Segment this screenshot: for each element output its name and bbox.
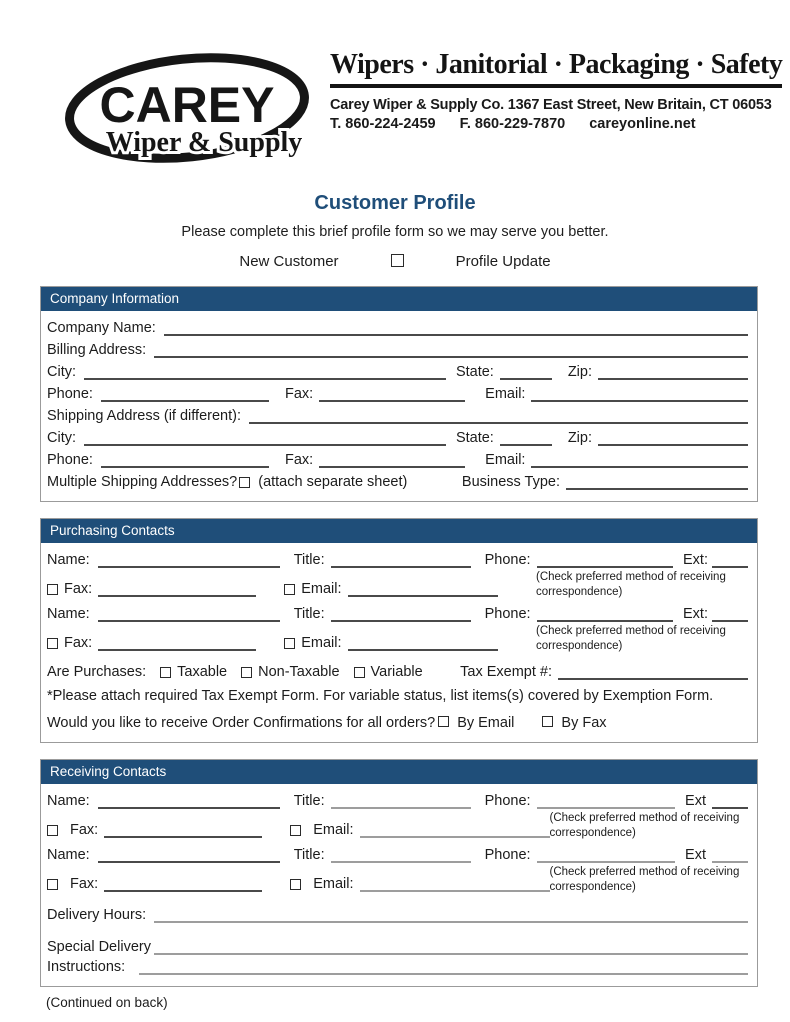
taxable-label: Taxable	[177, 663, 228, 680]
title-label: Title:	[293, 605, 325, 622]
fax-email-options	[47, 635, 498, 654]
contact-ext-field[interactable]	[712, 555, 748, 568]
section-receiving-contacts	[40, 759, 758, 987]
fax-email-options	[47, 581, 498, 600]
zip-label: Zip:	[567, 364, 592, 380]
taxable-checkbox[interactable]	[160, 667, 171, 678]
preferred-method-note: (Check preferred method of receiving correspondence)	[549, 811, 740, 839]
contact-fax-field[interactable]	[98, 584, 256, 597]
instructions-field[interactable]	[139, 962, 748, 975]
receiving-contact2-pref-row	[47, 865, 748, 895]
contact-name-field[interactable]	[98, 555, 280, 568]
by-email-label: By Email	[457, 714, 515, 731]
fax-field[interactable]	[319, 389, 465, 402]
section-company-information	[40, 286, 758, 502]
special-delivery-label: Special Delivery	[47, 938, 151, 955]
fax-email-options	[47, 822, 550, 841]
preferred-method-note: (Check preferred method of receiving correspondence)	[536, 624, 726, 652]
fax-email-options	[47, 876, 550, 895]
company-body	[41, 311, 757, 501]
shipping-city-field[interactable]	[84, 433, 446, 446]
page-title: Customer Profile	[314, 192, 476, 214]
attach-sheet-note: (attach separate sheet)	[258, 474, 408, 490]
business-type-label: Business Type:	[461, 474, 560, 490]
ext-label: Ext	[685, 792, 706, 809]
carey-logo-icon	[58, 45, 316, 167]
tagline-rule	[330, 84, 782, 88]
by-fax-checkbox[interactable]	[542, 716, 553, 727]
contact-phone-field[interactable]	[537, 796, 675, 809]
city-field[interactable]	[84, 367, 446, 380]
email-preference-checkbox[interactable]	[284, 584, 295, 595]
state-label: State:	[455, 364, 494, 380]
letterhead	[0, 45, 790, 172]
phone-label: Phone:	[484, 552, 531, 568]
fax-preference-checkbox[interactable]	[47, 825, 58, 836]
are-purchases-label: Are Purchases:	[47, 663, 147, 680]
by-fax-label: By Fax	[561, 714, 607, 731]
form-subtitle: Please complete this brief profile form so we may serve you better.	[181, 224, 609, 240]
fax-label: Fax:	[64, 634, 93, 651]
contact-ext-field[interactable]	[712, 609, 748, 622]
billing-address-row	[47, 342, 748, 358]
svg-text:Wiper & Supply: Wiper & Supply	[105, 127, 303, 158]
billing-address-field[interactable]	[154, 345, 748, 358]
delivery-hours-field[interactable]	[154, 910, 748, 923]
contact-email-field[interactable]	[360, 825, 550, 838]
phone-label: Phone:	[47, 452, 93, 468]
shipping-email-field[interactable]	[531, 455, 748, 468]
email-preference-checkbox[interactable]	[290, 879, 301, 890]
order-confirmation-question: Would you like to receive Order Confirmations for all orders?	[47, 714, 436, 731]
ext-label: Ext:	[683, 552, 708, 568]
email-label: Email:	[301, 634, 342, 651]
fax-label: Fax:	[64, 580, 93, 597]
fax-label: Fax:	[70, 875, 99, 892]
email-preference-checkbox[interactable]	[290, 825, 301, 836]
contact-fax-field[interactable]	[98, 638, 256, 651]
purchasing-body	[41, 543, 757, 742]
variable-checkbox[interactable]	[354, 667, 365, 678]
contact-email-field[interactable]	[348, 584, 498, 597]
instructions-label: Instructions:	[47, 958, 126, 975]
multiple-shipping-label: Multiple Shipping Addresses?	[47, 474, 238, 490]
receiving-contact1-row	[47, 793, 748, 809]
email-field[interactable]	[531, 389, 748, 402]
phone-label: Phone:	[484, 846, 531, 863]
state-label: State:	[455, 430, 494, 446]
shipping-city-row	[47, 430, 748, 446]
zip-field[interactable]	[598, 367, 748, 380]
company-name-row	[47, 320, 748, 336]
multiple-shipping-checkbox[interactable]	[239, 477, 250, 488]
preferred-method-note: (Check preferred method of receiving correspondence)	[536, 571, 726, 598]
contact-name-field[interactable]	[98, 609, 280, 622]
billing-phone-row	[47, 386, 748, 402]
billing-address-label: Billing Address:	[47, 342, 147, 358]
shipping-address-field[interactable]	[249, 411, 748, 424]
non-taxable-label: Non-Taxable	[258, 663, 340, 680]
section-header-receiving: Receiving Contacts	[41, 760, 757, 784]
contact-name-field[interactable]	[98, 796, 280, 809]
contact-title-field[interactable]	[331, 850, 471, 863]
fax-preference-checkbox[interactable]	[47, 584, 58, 595]
letterhead-text	[316, 45, 782, 132]
contact-phone-field[interactable]	[537, 609, 673, 622]
contact-email-field[interactable]	[348, 638, 498, 651]
tax-status-row	[47, 664, 748, 680]
billing-city-row	[47, 364, 748, 380]
fax-label: Fax:	[284, 452, 314, 468]
phone-number: T. 860-224-2459	[330, 116, 436, 132]
by-email-checkbox[interactable]	[438, 716, 449, 727]
variable-label: Variable	[370, 663, 423, 680]
email-label: Email:	[485, 452, 526, 468]
phone-label: Phone:	[484, 792, 531, 809]
order-confirmation-row	[47, 715, 748, 731]
business-type-field[interactable]	[566, 477, 748, 490]
fax-label: Fax:	[284, 386, 314, 402]
email-label: Email:	[313, 821, 354, 838]
receiving-body	[41, 784, 757, 986]
company-name-field[interactable]	[164, 323, 748, 336]
company-address: Carey Wiper & Supply Co. 1367 East Street, New Britain, CT 06053	[330, 97, 772, 113]
ext-label: Ext	[685, 846, 706, 863]
contact-name-field[interactable]	[98, 850, 280, 863]
tagline: Wipers · Janitorial · Packaging · Safety	[330, 49, 783, 80]
email-label: Email:	[485, 386, 526, 402]
contact-fax-field[interactable]	[104, 879, 262, 892]
title-label: Title:	[293, 846, 325, 863]
fax-preference-checkbox[interactable]	[47, 638, 58, 649]
preferred-method-note: (Check preferred method of receiving correspondence)	[549, 865, 740, 893]
customer-type-checkbox[interactable]	[391, 254, 404, 267]
shipping-address-row	[47, 408, 748, 424]
tax-exempt-label: Tax Exempt #:	[460, 663, 552, 680]
new-customer-label: New Customer	[239, 253, 339, 270]
contact-email-field[interactable]	[360, 879, 550, 892]
purchasing-contact1-pref-row	[47, 570, 748, 600]
contact-phone-field[interactable]	[537, 555, 673, 568]
delivery-hours-label: Delivery Hours:	[47, 906, 147, 923]
continued-note: (Continued on back)	[46, 994, 168, 1010]
name-label: Name:	[47, 605, 90, 622]
non-taxable-checkbox[interactable]	[241, 667, 252, 678]
fax-label: Fax:	[70, 821, 99, 838]
contact-title-field[interactable]	[331, 796, 471, 809]
contact-phone-field[interactable]	[537, 850, 675, 863]
special-delivery-row	[47, 939, 748, 955]
name-label: Name:	[47, 846, 90, 863]
tax-exempt-field[interactable]	[558, 667, 748, 680]
phone-field[interactable]	[101, 389, 269, 402]
instructions-row	[47, 959, 748, 975]
profile-update-label: Profile Update	[455, 253, 551, 270]
customer-type-row	[0, 253, 790, 270]
name-label: Name:	[47, 552, 90, 568]
title-label: Title:	[293, 552, 325, 568]
multiple-shipping-row	[47, 474, 748, 490]
purchasing-contact2-row	[47, 606, 748, 622]
shipping-zip-field[interactable]	[598, 433, 748, 446]
shipping-phone-row	[47, 452, 748, 468]
section-purchasing-contacts	[40, 518, 758, 743]
shipping-phone-field[interactable]	[101, 455, 269, 468]
delivery-hours-row	[47, 907, 748, 923]
city-label: City:	[47, 364, 76, 380]
contact-ext-field[interactable]	[712, 850, 748, 863]
contact-fax-field[interactable]	[104, 825, 262, 838]
email-label: Email:	[313, 875, 354, 892]
fax-preference-checkbox[interactable]	[47, 879, 58, 890]
zip-label: Zip:	[567, 430, 592, 446]
contact-title-field[interactable]	[331, 609, 471, 622]
name-label: Name:	[47, 792, 90, 809]
website: careyonline.net	[589, 116, 696, 132]
title-label: Title:	[293, 792, 325, 809]
receiving-contact2-row	[47, 847, 748, 863]
shipping-address-label: Shipping Address (if different):	[47, 408, 241, 424]
email-preference-checkbox[interactable]	[284, 638, 295, 649]
company-logo	[58, 45, 316, 172]
shipping-fax-field[interactable]	[319, 455, 465, 468]
company-name-label: Company Name:	[47, 320, 156, 336]
phone-label: Phone:	[484, 605, 531, 622]
state-field[interactable]	[500, 367, 552, 380]
section-header-company: Company Information	[41, 287, 757, 311]
city-label: City:	[47, 430, 76, 446]
email-label: Email:	[301, 580, 342, 597]
contact-ext-field[interactable]	[712, 796, 748, 809]
tax-exempt-note: *Please attach required Tax Exempt Form. For variable status, list items(s) covered by Exemption Form.	[47, 687, 714, 704]
special-delivery-field[interactable]	[154, 942, 748, 955]
section-header-purchasing: Purchasing Contacts	[41, 519, 757, 543]
company-contact-line	[330, 116, 782, 132]
purchasing-contact2-pref-row	[47, 624, 748, 654]
shipping-state-field[interactable]	[500, 433, 552, 446]
ext-label: Ext:	[683, 605, 708, 622]
contact-title-field[interactable]	[331, 555, 471, 568]
svg-text:CAREY: CAREY	[99, 77, 275, 133]
receiving-contact1-pref-row	[47, 811, 748, 841]
purchasing-contact1-row	[47, 552, 748, 568]
phone-label: Phone:	[47, 386, 93, 402]
fax-number: F. 860-229-7870	[459, 116, 566, 132]
